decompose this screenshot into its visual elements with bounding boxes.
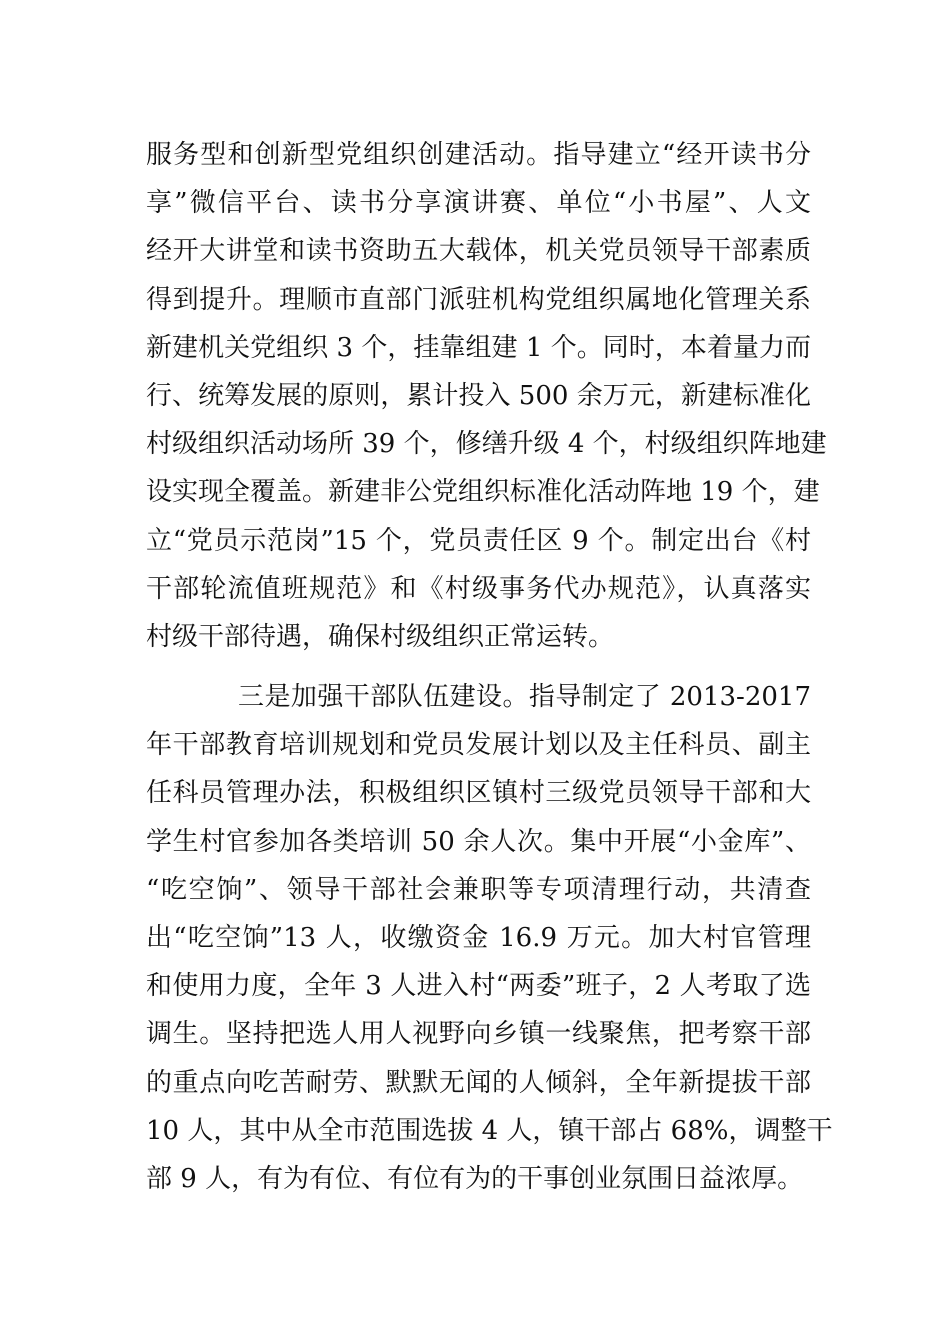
text-line: 干部轮流值班规范》和《村级事务代办规范》，认真落实: [146, 573, 811, 604]
text-line: “吃空饷”、领导干部社会兼职等专项清理行动，共清查: [146, 874, 811, 905]
text-line: 行、统筹发展的原则，累计投入 500 余万元，新建标准化: [146, 380, 811, 411]
text-line: 经开大讲堂和读书资助五大载体，机关党员领导干部素质: [146, 236, 811, 267]
text-line: 和使用力度，全年 3 人进入村“两委”班子，2 人考取了选: [146, 971, 811, 1002]
paragraph-cadre-team-building: [146, 673, 833, 1203]
text-line: 得到提升。理顺市直部门派驻机构党组织属地化管理关系: [146, 284, 811, 315]
text-line: 三是加强干部队伍建设。指导制定了 2013-2017: [238, 682, 811, 712]
text-line: 服务型和创新型党组织创建活动。指导建立“经开读书分: [146, 140, 811, 170]
text-line: 部 9 人，有为有位、有位有为的干事创业氛围日益浓厚。: [146, 1163, 804, 1194]
text-line: 调生。坚持把选人用人视野向乡镇一线聚焦，把考察干部: [146, 1019, 811, 1050]
text-line: 新建机关党组织 3 个，挂靠组建 1 个。同时，本着量力而: [146, 332, 811, 363]
paragraph-party-organization: [146, 131, 827, 661]
text-line: 年干部教育培训规划和党员发展计划以及主任科员、副主: [146, 730, 811, 761]
text-line: 学生村官参加各类培训 50 余人次。集中开展“小金库”、: [146, 826, 811, 857]
text-line: 任科员管理办法，积极组织区镇村三级党员领导干部和大: [146, 778, 811, 809]
text-line: 村级干部待遇，确保村级组织正常运转。: [146, 621, 615, 652]
text-line: 立“党员示范岗”15 个，党员责任区 9 个。制定出台《村: [146, 525, 811, 556]
text-line: 10 人，其中从全市范围选拔 4 人，镇干部占 68%，调整干: [146, 1115, 833, 1146]
text-line: 享”微信平台、读书分享演讲赛、单位“小书屋”、人文: [146, 188, 811, 219]
text-line: 村级组织活动场所 39 个，修缮升级 4 个，村级组织阵地建: [146, 429, 827, 460]
text-line: 的重点向吃苦耐劳、默默无闻的人倾斜，全年新提拔干部: [146, 1067, 811, 1098]
text-line: 出“吃空饷”13 人，收缴资金 16.9 万元。加大村官管理: [146, 922, 811, 953]
text-line: 设实现全覆盖。新建非公党组织标准化活动阵地 19 个，建: [146, 477, 820, 508]
